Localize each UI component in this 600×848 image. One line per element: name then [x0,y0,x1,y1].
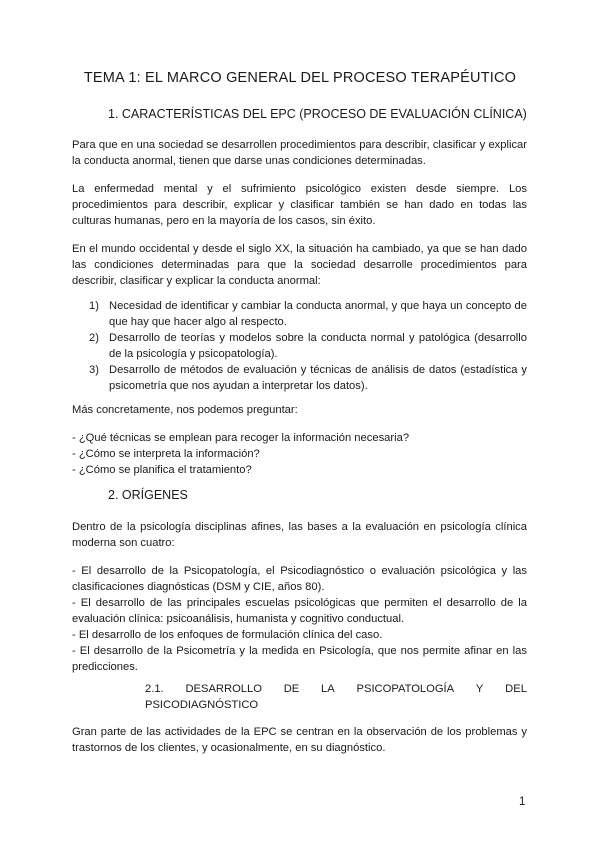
question-item: - ¿Cómo se planifica el tratamiento? [72,464,252,476]
origins-list [72,563,527,675]
heading-word: PSICOPATOLOGÍA [356,683,455,695]
question-list [72,430,527,478]
paragraph-s1-3: En el mundo occidental y desde el siglo XX, la situación ha cambiado, ya que se han dado las condiciones determinadas para que la sociedad desarrolle procedimientos para describir, clasificar y explicar la conducta anormal: [72,243,527,287]
heading-word: DESARROLLO [185,683,262,695]
list-item [72,330,527,362]
paragraph-s1-1: Para que en una sociedad se desarrollen procedimientos para describir, clasificar y explicar la conducta anormal, tienen que darse unas condiciones determinadas. [72,139,527,167]
section-2-heading: 2. ORÍGENES [108,488,188,502]
heading-word: DE [283,683,300,695]
document-title: TEMA 1: EL MARCO GENERAL DEL PROCESO TERAPÉUTICO [83,70,517,86]
heading-word: 2.1. [145,683,164,695]
list-item-number: 1) [89,300,99,312]
page-number: 1 [519,796,526,808]
paragraph-s2-2: Gran parte de las actividades de la EPC se centran en la observación de los problemas y trastornos de los clientes, y ocasionalmente, en su diagnóstico. [72,726,527,754]
subsection-heading-line-1 [145,681,527,697]
question-item: - ¿Qué técnicas se emplean para recoger la información necesaria? [72,432,410,444]
subsection-heading-line-2: PSICODIAGNÓSTICO [145,699,259,711]
origins-item: - El desarrollo de la Psicopatología, el Psicodiagnóstico o evaluación psicológica y las clasificaciones diagnósticas (DSM y CIE, años 80). [72,565,527,593]
section-1-heading: 1. CARACTERÍSTICAS DEL EPC (PROCESO DE EVALUACIÓN CLÍNICA) [108,107,527,121]
list-item-text: Desarrollo de métodos de evaluación y técnicas de análisis de datos (estadística y psicometría que nos ayudan a interpretar los datos). [109,364,527,392]
origins-item: - El desarrollo de la Psicometría y la medida en Psicología, que nos permite afinar en las predicciones. [72,645,527,673]
numbered-list [72,298,527,394]
origins-item: - El desarrollo de los enfoques de formulación clínica del caso. [72,629,383,641]
paragraph-s1-4: Más concretamente, nos podemos preguntar: [72,404,298,416]
list-item-number: 2) [89,332,99,344]
list-item-text: Desarrollo de teorías y modelos sobre la conducta normal y patológica (desarrollo de la psicología y psicopatología). [109,332,527,360]
subsection-2-1-heading [145,681,527,713]
paragraph-s1-2: La enfermedad mental y el sufrimiento psicológico existen desde siempre. Los procedimientos para describir, explicar y clasificar también se han dado en todas las culturas humanas, pero en la mayoría de los casos, sin éxito. [72,183,527,227]
paragraph-s2-1: Dentro de la psicología disciplinas afines, las bases a la evaluación en psicología clínica moderna son cuatro: [72,521,527,549]
list-item [72,298,527,330]
heading-word: LA [321,683,335,695]
list-item-number: 3) [89,364,99,376]
heading-word: DEL [505,683,527,695]
list-item [72,362,527,394]
origins-item: - El desarrollo de las principales escuelas psicológicas que permiten el desarrollo de la evaluación clínica: psicoanálisis, humanista y cognitivo conductual. [72,597,527,625]
heading-word: Y [475,683,484,695]
question-item: - ¿Cómo se interpreta la información? [72,448,260,460]
list-item-text: Necesidad de identificar y cambiar la conducta anormal, y que haya un concepto de que hay que hacer algo al respecto. [109,300,527,328]
